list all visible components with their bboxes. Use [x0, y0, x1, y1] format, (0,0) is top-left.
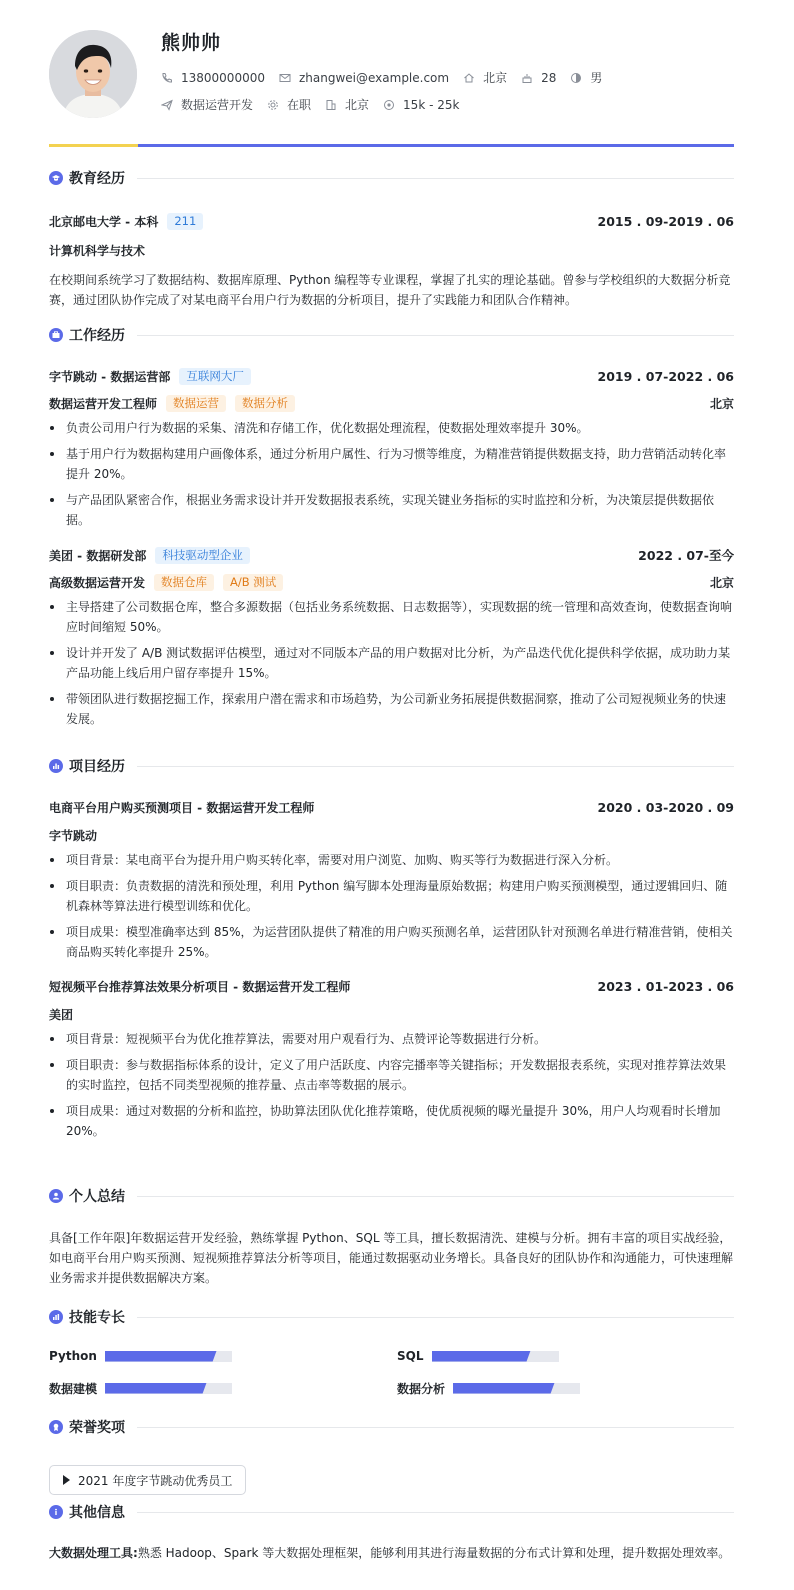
send-icon	[161, 99, 173, 111]
skills-header	[49, 1307, 734, 1327]
cake-icon	[521, 72, 533, 84]
education-header	[49, 168, 734, 188]
list-item: 带领团队进行数据挖掘工作，探索用户潜在需求和市场趋势，为公司新业务拓展提供数据洞察，推动了公司短视频业务的快速发展。	[49, 689, 734, 729]
skill-level	[105, 1383, 207, 1394]
skills-section	[49, 1307, 734, 1397]
gender-icon	[570, 72, 582, 84]
skill-level	[453, 1383, 555, 1394]
position-info	[161, 96, 253, 113]
projects-section	[49, 756, 734, 1141]
skill-bar	[105, 1383, 232, 1394]
other-header	[49, 1502, 734, 1522]
project-org: 美团	[49, 1008, 74, 1022]
company-tag: 互联网大厂	[179, 368, 251, 385]
major: 计算机科学与技术	[49, 244, 146, 258]
candidate-name: 熊帅帅	[161, 32, 222, 54]
city-text: 北京	[483, 71, 508, 85]
skill-item	[49, 1379, 397, 1397]
work-section	[49, 325, 734, 729]
job-location: 北京	[709, 575, 734, 590]
project-name: 短视频平台推荐算法效果分析项目 - 数据运营开发工程师	[49, 979, 351, 994]
award-text: 2021 年度字节跳动优秀员工	[78, 1473, 233, 1488]
resume-header	[49, 0, 734, 146]
list-item: 项目背景：短视频平台为优化推荐算法，需要对用户观看行为、点赞评论等数据进行分析。	[49, 1029, 734, 1049]
project-name: 电商平台用户购买预测项目 - 数据运营开发工程师	[49, 800, 315, 815]
job-company-row	[49, 546, 734, 564]
company-name: 美团 - 数据研发部	[49, 548, 147, 563]
email-text: zhangwei@example.com	[298, 70, 450, 85]
job-role-row	[49, 573, 734, 591]
other-text: 熟悉 Hadoop、Spark 等大数据处理框架，能够利用其进行海量数据的分布式计算和处理，提升数据处理效率。	[137, 1546, 731, 1560]
role-tag: 数据仓库	[154, 574, 214, 591]
project-entry	[49, 798, 734, 962]
job-company-row	[49, 367, 734, 385]
status-info	[267, 96, 311, 113]
summary-section	[49, 1186, 734, 1288]
gender-text: 男	[590, 71, 603, 85]
graduation-cap-icon	[49, 171, 63, 185]
job-bullets	[49, 418, 734, 530]
list-item: 与产品团队紧密合作，根据业务需求设计并开发数据报表系统，实现关键业务指标的实时监控和分析，为决策层提供数据依据。	[49, 490, 734, 530]
list-item: 项目职责：负责数据的清洗和预处理，利用 Python 编写脚本处理海量原始数据；构建用户购买预测模型，通过逻辑回归、随机森林等算法进行模型训练和优化。	[49, 876, 734, 916]
skill-item	[49, 1347, 397, 1365]
skills-grid	[49, 1347, 734, 1397]
user-icon	[49, 1189, 63, 1203]
list-item: 主导搭建了公司数据仓库，整合多源数据（包括业务系统数据、日志数据等），实现数据的统一管理和高效查询，使数据查询响应时间缩短 50%。	[49, 597, 734, 637]
age-text: 28	[541, 70, 557, 85]
salary-info	[383, 98, 459, 112]
education-desc: 在校期间系统学习了数据结构、数据库原理、Python 编程等专业课程，掌握了扎实的理论基础。曾参与学校组织的大数据分析竞赛，通过团队协作完成了对某电商平台用户行为数据的分析项目，提升了实践能力和团队合作精神。	[49, 273, 731, 307]
chart-icon	[49, 759, 63, 773]
city-info	[463, 69, 507, 86]
other-label: 大数据处理工具:	[49, 1546, 138, 1560]
list-item: 项目背景：某电商平台为提升用户购买转化率，需要对用户浏览、加购、购买等行为数据进行深入分析。	[49, 850, 734, 870]
contact-row	[161, 69, 616, 86]
project-bullets	[49, 850, 734, 962]
play-triangle-icon	[63, 1475, 70, 1485]
project-date: 2020 . 03-2020 . 09	[597, 799, 734, 815]
home-icon	[463, 72, 475, 84]
project-title-row	[49, 977, 734, 995]
phone-text: 13800000000	[181, 70, 265, 85]
skill-bar	[453, 1383, 580, 1394]
position-text: 数据运营开发	[181, 98, 254, 112]
education-title: 教育经历	[69, 171, 125, 187]
education-section	[49, 168, 734, 310]
skill-name: 数据建模	[49, 1381, 98, 1396]
job-date: 2022 . 07-至今	[638, 548, 734, 563]
skill-name: Python	[49, 1349, 97, 1363]
other-title: 其他信息	[69, 1505, 125, 1521]
skill-name: SQL	[397, 1349, 424, 1363]
project-bullets	[49, 1029, 734, 1141]
info-icon	[49, 1505, 63, 1519]
briefcase-icon	[49, 328, 63, 342]
building-icon	[325, 99, 337, 111]
other-info-line	[49, 1543, 734, 1563]
role-name: 数据运营开发工程师	[49, 396, 158, 411]
company-tag: 科技驱动型企业	[155, 547, 250, 564]
skill-item	[397, 1347, 734, 1365]
awards-section	[49, 1417, 734, 1495]
company-name: 字节跳动 - 数据运营部	[49, 369, 171, 384]
projects-header	[49, 756, 734, 776]
job-entry	[49, 546, 734, 729]
list-item: 设计并开发了 A/B 测试数据评估模型，通过对不同版本产品的用户数据对比分析，为产品迭代优化提供科学依据，成功助力某产品功能上线后用户留存率提升 15%。	[49, 643, 734, 683]
skill-level	[105, 1351, 217, 1362]
phone-info	[161, 71, 265, 85]
email-info	[279, 71, 449, 85]
education-entry-row	[49, 212, 734, 230]
skill-name: 数据分析	[397, 1381, 446, 1396]
role-name: 高级数据运营开发	[49, 575, 146, 590]
age-info	[521, 71, 556, 85]
summary-header	[49, 1186, 734, 1206]
list-item: 项目职责：参与数据指标体系的设计，定义了用户活跃度、内容完播率等关键指标；开发数据报表系统，实现对推荐算法效果的实时监控，包括不同类型视频的推荐量、点击率等数据的展示。	[49, 1055, 734, 1095]
list-item: 项目成果：通过对数据的分析和监控，协助算法团队优化推荐策略，使优质视频的曝光量提升 30%，用户人均观看时长增加 20%。	[49, 1101, 734, 1141]
phone-icon	[161, 72, 173, 84]
school-tag: 211	[167, 213, 203, 230]
awards-title: 荣誉奖项	[69, 1420, 125, 1436]
project-entry	[49, 977, 734, 1141]
role-tag: A/B 测试	[223, 574, 283, 591]
salary-text: 15k - 25k	[403, 97, 460, 112]
job-location: 北京	[709, 396, 734, 411]
target-city-text: 北京	[345, 98, 370, 112]
header-divider	[49, 144, 734, 147]
medal-icon	[49, 1420, 63, 1434]
status-text: 在职	[287, 98, 312, 112]
skill-level	[432, 1351, 531, 1362]
job-entry	[49, 367, 734, 530]
skill-bar	[432, 1351, 559, 1362]
gender-info	[570, 69, 602, 86]
list-item: 基于用户行为数据构建用户画像体系，通过分析用户属性、行为习惯等维度，为精准营销提供数据支持，助力营销活动转化率提升 20%。	[49, 444, 734, 484]
work-header	[49, 325, 734, 345]
avatar	[49, 30, 137, 118]
target-city-info	[325, 96, 369, 113]
gear-icon	[267, 99, 279, 111]
skills-title: 技能专长	[69, 1310, 125, 1326]
school-line	[49, 213, 203, 230]
job-bullets	[49, 597, 734, 729]
coin-icon	[383, 99, 395, 111]
award-item	[49, 1465, 246, 1495]
projects-title: 项目经历	[69, 759, 125, 775]
job-date: 2019 . 07-2022 . 06	[597, 368, 734, 384]
skill-item	[397, 1379, 734, 1397]
job-role-row	[49, 394, 734, 412]
mail-icon	[279, 72, 291, 84]
project-date: 2023 . 01-2023 . 06	[597, 978, 734, 994]
job-intent-row	[161, 96, 473, 113]
project-org: 字节跳动	[49, 829, 98, 843]
role-tag: 数据运营	[166, 395, 226, 412]
bar-chart-icon	[49, 1310, 63, 1324]
other-section	[49, 1502, 734, 1563]
list-item: 项目成果：模型准确率达到 85%，为运营团队提供了精准的用户购买预测名单，运营团队针对预测名单进行精准营销，使相关商品购买转化率提升 25%。	[49, 922, 734, 962]
skill-bar	[105, 1351, 232, 1362]
list-item: 负责公司用户行为数据的采集、清洗和存储工作，优化数据处理流程，使数据处理效率提升 30%。	[49, 418, 734, 438]
project-title-row	[49, 798, 734, 816]
summary-text: 具备[工作年限]年数据运营开发经验，熟练掌握 Python、SQL 等工具，擅长数据清洗、建模与分析。拥有丰富的项目实战经验，如电商平台用户购买预测、短视频推荐算法分析等项目，能通过数据驱动业务增长。具备良好的团队协作和沟通能力，可快速理解业务需求并提供数据解决方案。	[49, 1231, 734, 1285]
summary-title: 个人总结	[69, 1189, 125, 1205]
school-name: 北京邮电大学 - 本科	[49, 214, 159, 229]
role-tag: 数据分析	[235, 395, 295, 412]
work-title: 工作经历	[69, 328, 125, 344]
education-date: 2015 . 09-2019 . 06	[597, 213, 734, 229]
awards-header	[49, 1417, 734, 1437]
